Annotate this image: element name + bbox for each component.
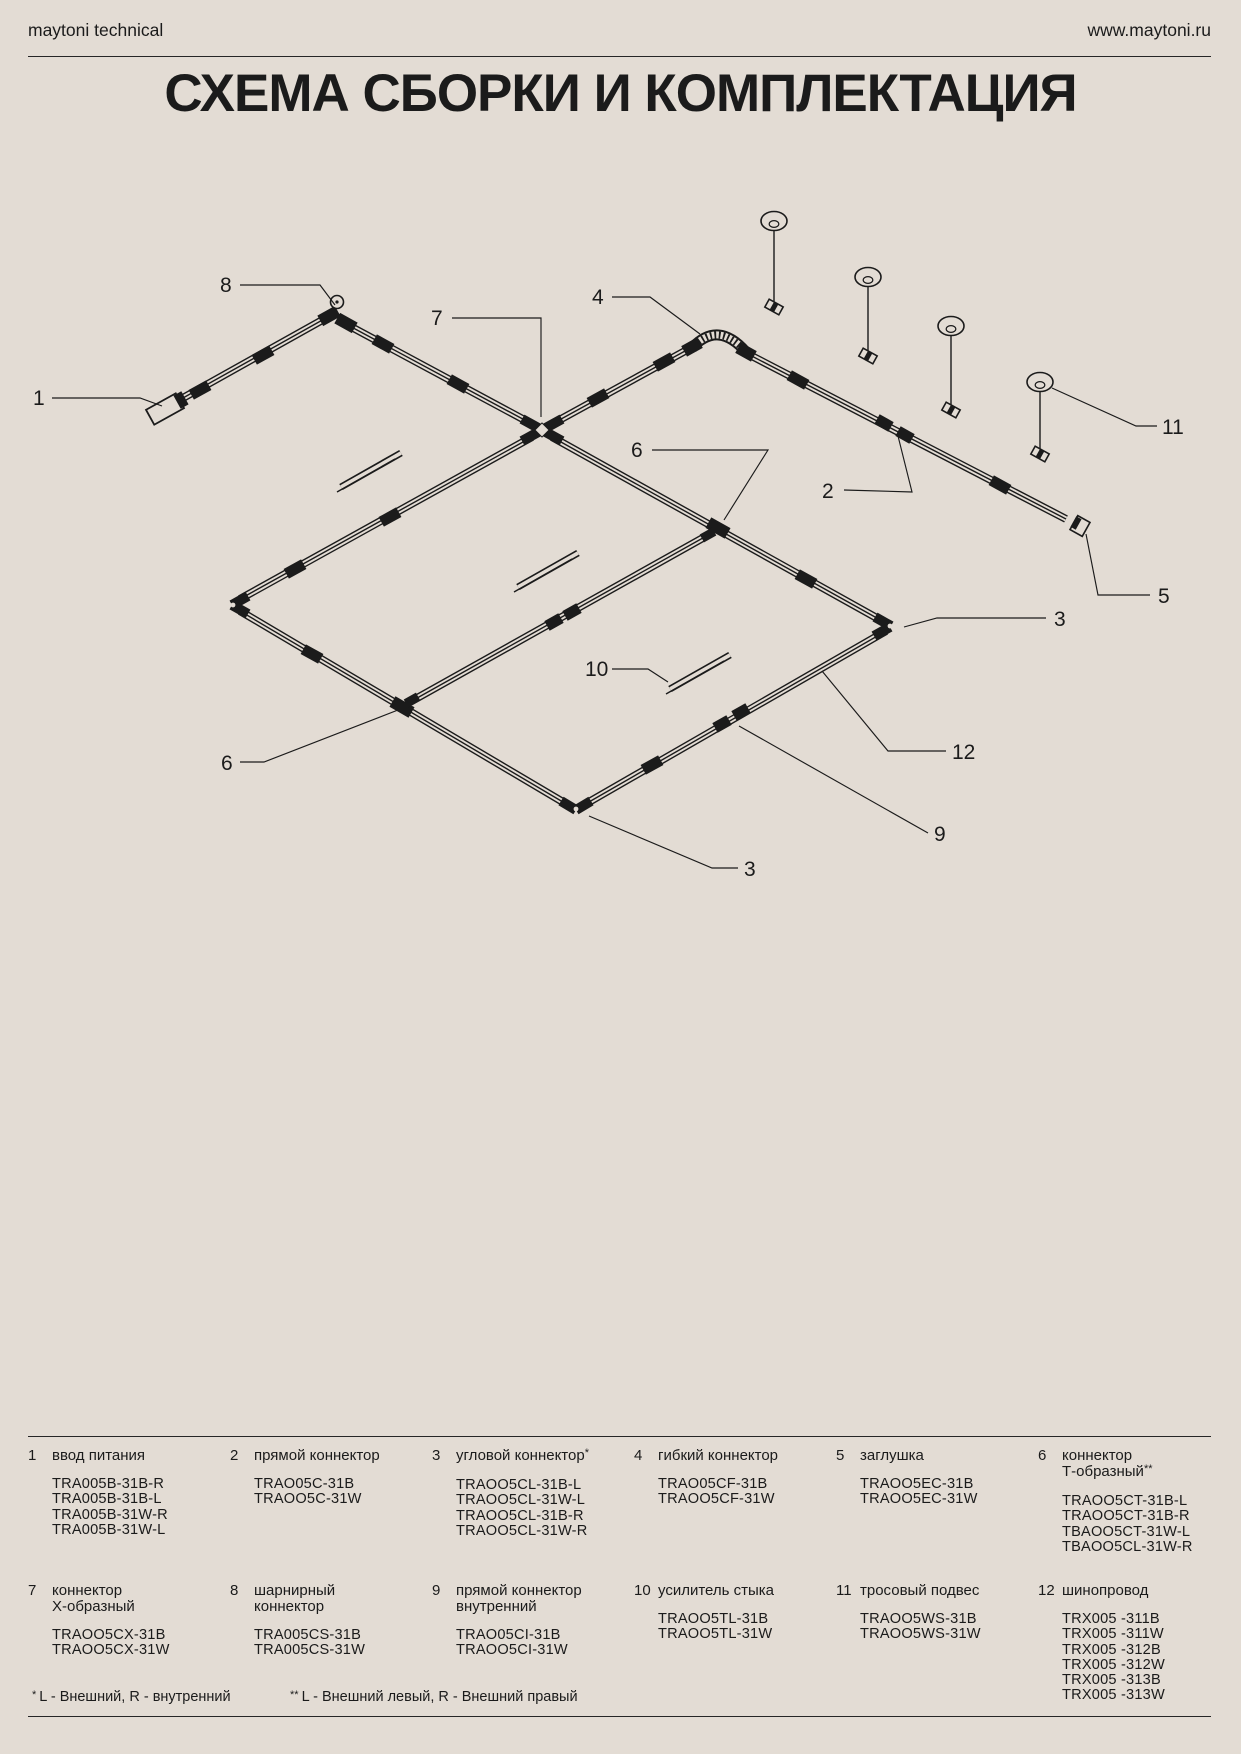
joint-connectors xyxy=(252,334,1012,774)
callout-5: 5 xyxy=(1158,585,1170,608)
parts-rule xyxy=(28,1436,1211,1437)
callout-7: 7 xyxy=(431,307,443,330)
wire-suspension xyxy=(1027,373,1053,462)
part-item-2: 2 прямой коннектор TRAO05C-31B TRAOO5C-31W xyxy=(230,1447,380,1508)
wire-suspension xyxy=(761,212,787,315)
page-title: СХЕМА СБОРКИ И КОМПЛЕКТАЦИЯ xyxy=(164,64,1077,123)
wire-suspension xyxy=(855,268,881,364)
part-codes: TRAOO5EC-31B TRAOO5EC-31W xyxy=(860,1476,978,1508)
x-connector xyxy=(522,419,562,441)
hinge-connector xyxy=(317,296,357,334)
callout-9: 9 xyxy=(934,823,946,846)
corner-connector-west xyxy=(231,596,248,614)
part-codes: TRA005CS-31B TRA005CS-31W xyxy=(254,1627,366,1659)
end-cap xyxy=(1070,516,1090,537)
callout-8: 8 xyxy=(220,274,232,297)
part-codes: TRA005B-31B-R TRA005B-31B-L TRA005B-31W-R TRA005B-31W-L xyxy=(52,1476,168,1538)
part-item-4: 4 гибкий коннектор TRAO05CF-31B TRAOO5CF-31W xyxy=(634,1447,779,1508)
callout-2: 2 xyxy=(822,480,834,503)
callout-6b: 6 xyxy=(221,752,233,775)
part-codes: TRX005 -311B TRX005 -311W TRX005 -312B TRX005 -312W TRX005 -313B TRX005 -313W xyxy=(1062,1611,1165,1704)
callout-1: 1 xyxy=(33,387,45,410)
callout-12: 12 xyxy=(952,741,976,764)
part-item-10: 10 усилитель стыка TRAOO5TL-31B TRAOO5TL-31W xyxy=(634,1582,775,1643)
part-codes: TRAOO5CT-31B-L TRAOO5CT-31B-R TBAOO5CT-31W-L TBAOO5CL-31W-R xyxy=(1062,1493,1193,1555)
part-codes: TRAOO5CX-31B TRAOO5CX-31W xyxy=(52,1627,170,1659)
corner-connector-bottom xyxy=(561,801,591,811)
part-item-6: 6 коннектор Т-образный** TRAOO5CT-31B-L TRAOO5CT-31B-R TBAOO5CT-31W-L TBAOO5CL-31W-R xyxy=(1038,1447,1193,1555)
part-codes: TRAOO5CL-31B-L TRAOO5CL-31W-L TRAOO5CL-31B-R TRAOO5CL-31W-R xyxy=(456,1477,588,1539)
footnote-1: * L - Внешний, R - внутренний xyxy=(32,1689,231,1705)
part-item-3: 3 угловой коннектор* TRAOO5CL-31B-L TRAOO5CL-31W-L TRAOO5CL-31B-R TRAOO5CL-31W-R xyxy=(432,1447,589,1539)
callout-4: 4 xyxy=(592,286,604,309)
part-item-9: 9 прямой коннектор внутренний TRAO05CI-31B TRAOO5CI-31W xyxy=(432,1582,582,1659)
flex-connector xyxy=(681,335,757,362)
part-codes: TRAO05CF-31B TRAOO5CF-31W xyxy=(658,1476,775,1508)
part-codes: TRAOO5TL-31B TRAOO5TL-31W xyxy=(658,1611,773,1643)
callout-11: 11 xyxy=(1162,416,1184,439)
joint-reinforcer xyxy=(337,453,730,694)
part-item-11: 11 тросовый подвес TRAOO5WS-31B TRAOO5WS-31W xyxy=(836,1582,981,1643)
part-item-12: 12 шинопровод TRX005 -311B TRX005 -311W TRX005 -312B TRX005 -312W TRX005 -313B TRX005 -313W xyxy=(1038,1582,1165,1704)
part-item-8: 8 шарнирный коннектор TRA005CS-31B TRA005CS-31W xyxy=(230,1582,366,1659)
brand-text: maytoni technical xyxy=(28,20,164,40)
part-codes: TRAO05C-31B TRAOO5C-31W xyxy=(254,1476,362,1508)
callout-3b: 3 xyxy=(744,858,756,881)
part-item-1: 1 ввод питания TRA005B-31B-R TRA005B-31B-L TRA005B-31W-R TRA005B-31W-L xyxy=(28,1447,168,1538)
power-feed xyxy=(146,380,211,424)
part-codes: TRAO05CI-31B TRAOO5CI-31W xyxy=(456,1627,568,1659)
callout-6a: 6 xyxy=(631,439,643,462)
part-codes: TRAOO5WS-31B TRAOO5WS-31W xyxy=(860,1611,981,1643)
part-item-5: 5 заглушка TRAOO5EC-31B TRAOO5EC-31W xyxy=(836,1447,978,1508)
part-item-7: 7 коннектор Х-образный TRAOO5CX-31B TRAOO5CX-31W xyxy=(28,1582,170,1659)
callout-3r: 3 xyxy=(1054,608,1066,631)
site-url: www.maytoni.ru xyxy=(1087,20,1211,40)
footer-rule xyxy=(28,1716,1211,1717)
track-rails xyxy=(174,318,1066,806)
footnote-2: ** L - Внешний левый, R - Внешний правый xyxy=(290,1689,578,1705)
wire-suspension xyxy=(938,317,964,418)
callout-leaders xyxy=(52,285,1157,868)
corner-connector-right xyxy=(874,617,892,636)
callout-10: 10 xyxy=(585,658,609,681)
